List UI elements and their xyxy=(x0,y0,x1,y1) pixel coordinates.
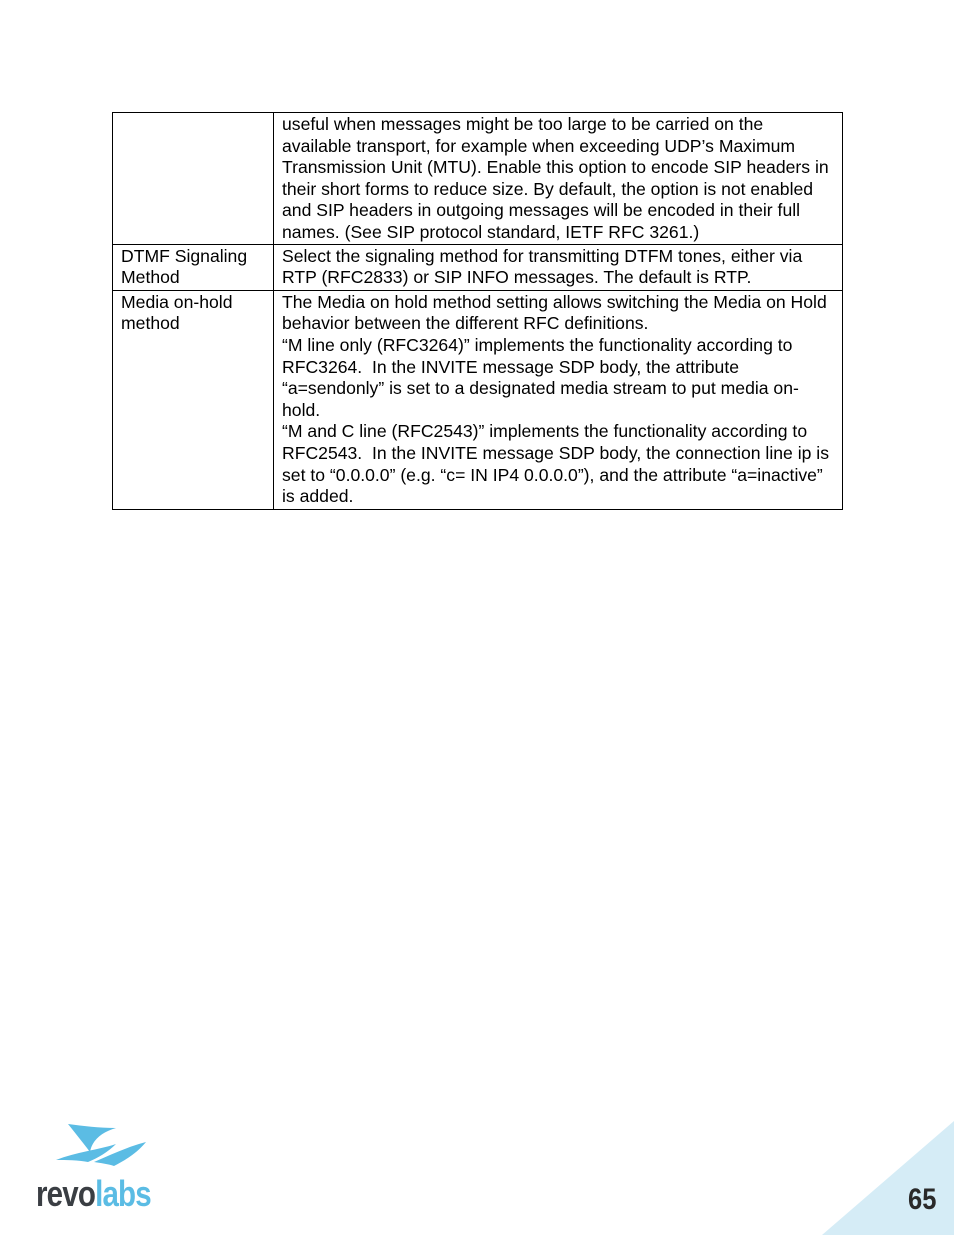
setting-name-cell xyxy=(113,290,274,509)
logo-text-labs: labs xyxy=(95,1173,151,1214)
logo-text-revo: revo xyxy=(36,1173,96,1214)
page-number: 65 xyxy=(907,1183,936,1216)
setting-description-paragraph: “M and C line (RFC2543)” implements the functionality according to RFC2543. In the INVITE message SDP body, the connection line ip is set to “0.0.0.0” (e.g. “c= IN IP4 0.0.0.0”), and the attribute “a=inactive” is added. xyxy=(282,421,834,507)
setting-name-cell xyxy=(113,113,274,245)
table-row xyxy=(113,244,843,290)
revolabs-logo xyxy=(36,1122,156,1214)
setting-name: Media on-hold method xyxy=(121,291,233,334)
setting-name-cell xyxy=(113,244,274,290)
table-row xyxy=(113,290,843,509)
setting-description-cell xyxy=(274,244,843,290)
settings-table xyxy=(112,112,843,510)
corner-triangle-decoration xyxy=(822,1121,954,1235)
setting-description-cell xyxy=(274,290,843,509)
shark-fin-waves-icon xyxy=(54,1122,154,1172)
setting-description-cell xyxy=(274,113,843,245)
setting-description-paragraph: The Media on hold method setting allows switching the Media on Hold behavior between the different RFC definitions. xyxy=(282,291,832,334)
logo-wordmark xyxy=(36,1174,151,1214)
table-row xyxy=(113,113,843,245)
setting-description-paragraph: useful when messages might be too large to be carried on the available transport, for example when exceeding UDP’s Maximum Transmission Unit (MTU). Enable this option to encode SIP headers in their short forms to reduce size. By default, the option is not enabled and SIP headers in outgoing messages will be encoded in their full names. (See SIP protocol standard, IETF RFC 3261.) xyxy=(282,114,834,242)
setting-name: DTMF Signaling Method xyxy=(121,245,248,288)
setting-description-paragraph: Select the signaling method for transmitting DTFM tones, either via RTP (RFC2833) or SIP INFO messages. The default is RTP. xyxy=(282,245,808,288)
setting-description-paragraph: “M line only (RFC3264)” implements the functionality according to RFC3264. In the INVITE message SDP body, the attribute “a=sendonly” is set to a designated media stream to put media on-hold. xyxy=(282,334,799,420)
